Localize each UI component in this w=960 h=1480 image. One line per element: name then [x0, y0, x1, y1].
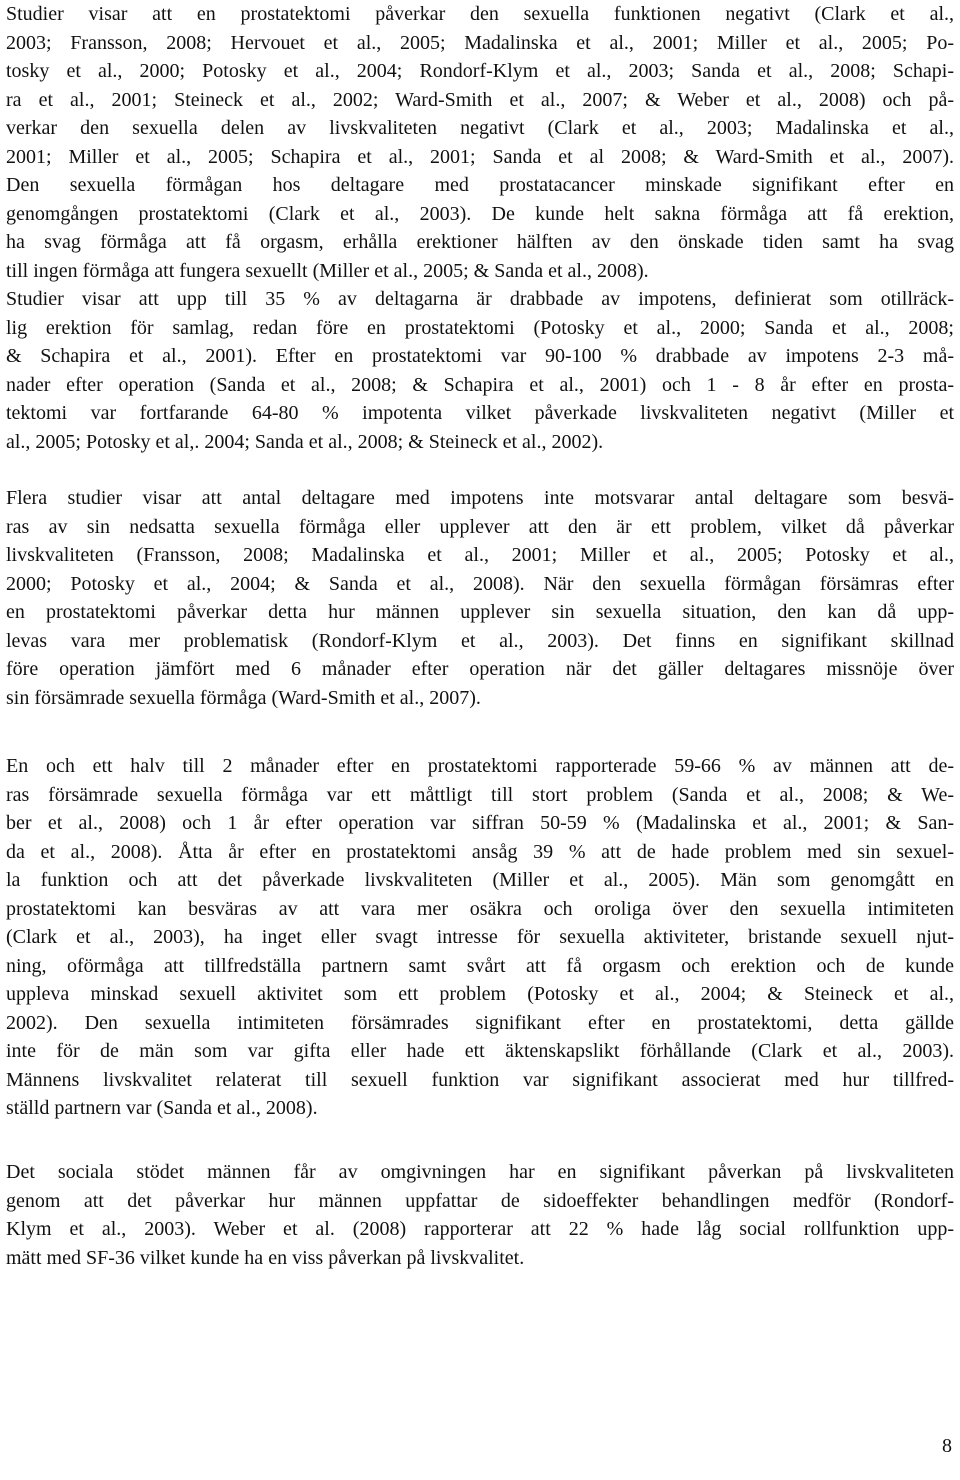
text-line: En och ett halv till 2 månader efter en prostatektomi rapporterade 59-66 % av männen att de- [6, 755, 954, 777]
text-line: levas vara mer problematisk (Rondorf-Klym et al., 2003). Det finns en signifikant skillnad [6, 629, 954, 652]
text-line: tosky et al., 2000; Potosky et al., 2004; Rondorf-Klym et al., 2003; Sanda et al., 2008; Schapi- [6, 60, 954, 82]
text-line: verkar den sexuella delen av livskvaliteten negativt (Clark et al., 2003; Madalinska et al., [6, 117, 954, 139]
text-line: lig erektion för samlag, redan före en prostatektomi (Potosky et al., 2000; Sanda et al., 2008; [6, 316, 954, 339]
text-line: & Schapira et al., 2001). Efter en prostatektomi var 90-100 % drabbade av impotens 2-3 må- [6, 345, 954, 367]
text-line: en prostatektomi påverkar detta hur männen upplever sin sexuella situation, den kan då upp- [6, 601, 954, 623]
text-line: mätt med SF-36 vilket kunde ha en viss påverkan på livskvalitet. [6, 1246, 525, 1269]
text-line: (Clark et al., 2003), ha inget eller svagt intresse för sexuella aktiviteter, bristande sexuell njut- [6, 926, 954, 948]
text-line: genom att det påverkar hur männen uppfattar de sidoeffekter behandlingen medför (Rondorf- [6, 1189, 954, 1212]
text-line: före operation jämfört med 6 månader efter operation när det gäller deltagares missnöje över [6, 658, 954, 680]
text-line: inte för de män som var gifta eller hade ett äktenskapslikt förhållande (Clark et al., 2003). [6, 1040, 954, 1062]
text-line: ras av sin nedsatta sexuella förmåga eller upplever att den är ett problem, vilket då påverkar [6, 515, 954, 538]
text-line: ställd partnern var (Sanda et al., 2008). [6, 1097, 318, 1119]
text-line: tektomi var fortfarande 64-80 % impotenta vilket påverkade livskvaliteten negativt (Miller et [6, 402, 954, 424]
text-line: 2003; Fransson, 2008; Hervouet et al., 2005; Madalinska et al., 2001; Miller et al., 2005; Po- [6, 31, 954, 54]
paragraph-4 [6, 1158, 954, 1272]
text-line: ning, oförmåga att tillfredställa partnern samt svårt att få orgasm och erektion och de kunde [6, 954, 954, 977]
text-line: 2001; Miller et al., 2005; Schapira et al., 2001; Sanda et al 2008; & Ward-Smith et al., 2007). [6, 145, 954, 168]
text-line: ras försämrade sexuella förmåga var ett måttligt till stort problem (Sanda et al., 2008; & We- [6, 783, 954, 806]
text-line: nader efter operation (Sanda et al., 2008; & Schapira et al., 2001) och 1 - 8 år efter en prosta- [6, 373, 954, 396]
text-line: genomgången prostatektomi (Clark et al., 2003). De kunde helt sakna förmåga att få erektion, [6, 202, 954, 225]
text-line: ha svag förmåga att få orgasm, erhålla erektioner hälften av den önskade tiden samt ha svag [6, 231, 954, 253]
paragraph-1 [6, 0, 954, 456]
text-line: prostatektomi kan besväras av att vara mer osäkra och oroliga över den sexuella intimiteten [6, 897, 954, 920]
text-line: till ingen förmåga att fungera sexuellt (Miller et al., 2005; & Sanda et al., 2008). [6, 259, 649, 282]
text-line: Studier visar att upp till 35 % av deltagarna är drabbade av impotens, definierat som otillräck- [6, 288, 954, 310]
text-line: Männens livskvalitet relaterat till sexuell funktion var signifikant associerat med hur tillfred- [6, 1068, 954, 1091]
text-line: sin försämrade sexuella förmåga (Ward-Smith et al., 2007). [6, 686, 481, 709]
text-line: Det sociala stödet männen får av omgivningen har en signifikant påverkan på livskvaliteten [6, 1161, 954, 1183]
text-line: livskvaliteten (Fransson, 2008; Madalinska et al., 2001; Miller et al., 2005; Potosky et al., [6, 544, 954, 566]
text-line: 2000; Potosky et al., 2004; & Sanda et al., 2008). När den sexuella förmågan försämras efter [6, 572, 954, 595]
text-line: Studier visar att en prostatektomi påverkar den sexuella funktionen negativt (Clark et al., [6, 3, 954, 25]
text-line: ra et al., 2001; Steineck et al., 2002; Ward-Smith et al., 2007; & Weber et al., 2008) och på- [6, 88, 954, 111]
paragraph-2 [6, 484, 954, 712]
text-line: Klym et al., 2003). Weber et al. (2008) rapporterar att 22 % hade låg social rollfunktion upp- [6, 1218, 954, 1240]
text-line: ber et al., 2008) och 1 år efter operation var siffran 50-59 % (Madalinska et al., 2001; & San- [6, 812, 954, 834]
text-line: la funktion och att det påverkade livskvaliteten (Miller et al., 2005). Män som genomgått en [6, 869, 954, 891]
text-line: uppleva minskad sexuell aktivitet som ett problem (Potosky et al., 2004; & Steineck et al., [6, 983, 954, 1005]
text-line: Den sexuella förmågan hos deltagare med prostatacancer minskade signifikant efter en [6, 174, 954, 196]
text-line: al., 2005; Potosky et al,. 2004; Sanda et al., 2008; & Steineck et al., 2002). [6, 430, 604, 453]
text-line: Flera studier visar att antal deltagare med impotens inte motsvarar antal deltagare som besvä- [6, 487, 954, 509]
paragraph-3 [6, 752, 954, 1123]
text-line: da et al., 2008). Åtta år efter en prostatektomi ansåg 39 % att de hade problem med sin sexuel- [6, 840, 954, 863]
page-number: 8 [942, 1435, 952, 1457]
text-line: 2002). Den sexuella intimiteten försämrades signifikant efter en prostatektomi, detta gällde [6, 1011, 954, 1034]
